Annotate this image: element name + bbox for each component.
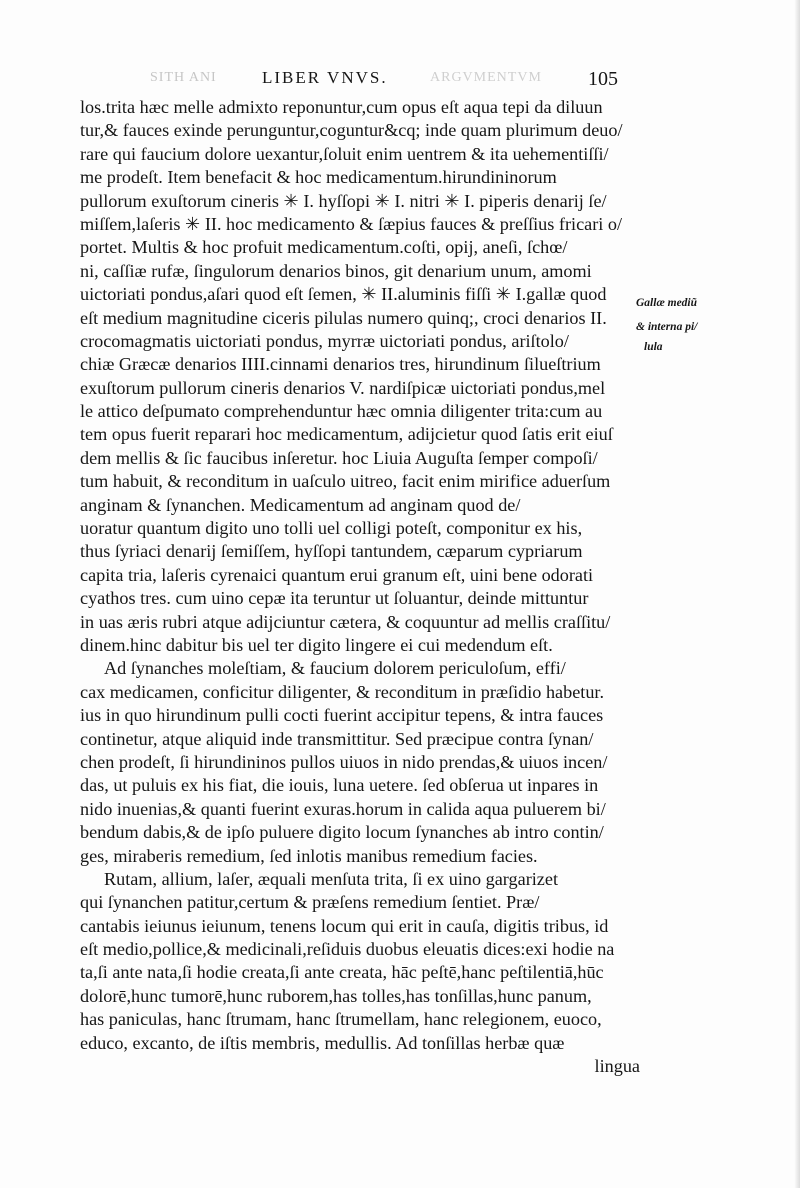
text-line: tem opus fuerit reparari hoc medicamentum, adijcietur quod ſatis erit eiuſ xyxy=(80,424,613,445)
text-line: chiæ Græcæ denarios IIII.cinnami denarios tres, hirundinum ſilueſtrium xyxy=(80,354,601,375)
text-line: ni, caſſiæ rufæ, ſingulorum denarios binos, git denarium unum, amomi xyxy=(80,260,592,281)
page-number: 105 xyxy=(588,68,618,90)
bleed-through-text: SITH ANI xyxy=(150,70,217,85)
text-line: dolorē,hunc tumorē,hunc ruborem,has tolles,has tonſillas,hunc panum, xyxy=(80,985,592,1006)
text-line: cantabis ieiunus ieiunum, tenens locum qui erit in cauſa, digitis tribus, id xyxy=(80,915,609,936)
marginal-note: Gallæ mediũ xyxy=(636,297,698,309)
text-line: uoratur quantum digito uno tolli uel colligi poteſt, componitur ex his, xyxy=(80,518,583,539)
marginal-note: lula xyxy=(644,341,663,353)
text-line: tur,& fauces exinde perunguntur,coguntur&cq; inde quam plurimum deuo/ xyxy=(80,120,623,141)
running-head xyxy=(150,66,620,92)
text-line: ius in quo hirundinum pulli cocti fuerint accipitur tepens, & intra fauces xyxy=(80,705,604,726)
text-line: ges, miraberis remedium, ſed inlotis manibus remedium facies. xyxy=(80,845,538,866)
text-line: dem mellis & ſic faucibus inſeretur. hoc Liuia Auguſta ſemper compoſi/ xyxy=(80,447,598,468)
body-text xyxy=(80,96,640,1078)
text-line: tum habuit, & reconditum in uaſculo uitreo, facit enim mirifice aduerſum xyxy=(80,471,611,492)
text-line: nido inuenias,& quanti fuerint exuras.horum in calida aqua puluerem bi/ xyxy=(80,798,606,819)
text-line: pullorum exuſtorum cineris ✳ I. hyſſopi ✳ I. nitri ✳ I. piperis denarij ſe/ xyxy=(80,190,607,211)
text-line: chen prodeſt, ſi hirundininos pullos uiuos in nido prendas,& uiuos incen/ xyxy=(80,751,608,772)
text-line: cax medicamen, conficitur diligenter, & reconditum in præſidio habetur. xyxy=(80,681,605,702)
text-line: ta,ſi ante nata,ſi hodie creata,ſi ante creata, hāc peſtē,hanc peſtilentiā,hūc xyxy=(80,962,604,983)
text-line: crocomagmatis uictoriati pondus, myrræ uictoriati pondus, ariſtolo/ xyxy=(80,330,569,351)
text-line: portet. Multis & hoc profuit medicamentum.coſti, opij, aneſi, ſchœ/ xyxy=(80,237,568,258)
page-edge-shadow xyxy=(794,0,800,1188)
text-line: continetur, atque aliquid inde transmittitur. Sed præcipue contra ſynan/ xyxy=(80,728,594,749)
text-line: has paniculas, hanc ſtrumam, hanc ſtrumellam, hanc relegionem, euoco, xyxy=(80,1009,602,1030)
text-line: bendum dabis,& de ipſo puluere digito locum ſynanches ab intro contin/ xyxy=(80,822,604,843)
bleed-through-text: ARGVMENTVM xyxy=(430,70,542,85)
text-line: le attico deſpumato comprehenduntur hæc omnia diligenter trita:cum au xyxy=(80,401,603,422)
text-line: das, ut puluis ex his fiat, die iouis, luna uetere. ſed obſerua ut inpares in xyxy=(80,775,599,796)
text-line: qui ſynanchen patitur,certum & præſens remedium ſentiet. Præ/ xyxy=(80,892,540,913)
text-line: dinem.hinc dabitur bis uel ter digito lingere ei cui medendum eſt. xyxy=(80,634,553,655)
text-line: capita tria, laſeris cyrenaici quantum erui granum eſt, uini bene odorati xyxy=(80,564,594,585)
text-line: uictoriati pondus,aſari quod eſt ſemen, ✳ II.aluminis fiſſi ✳ I.gallæ quod xyxy=(80,284,607,305)
text-line: exuſtorum pullorum cineris denarios V. nardiſpicæ uictoriati pondus,mel xyxy=(80,377,606,398)
marginal-note: & interna pi/ xyxy=(636,321,698,333)
text-line: Rutam, allium, laſer, æquali menſuta trita, ſi ex uino gargarizet xyxy=(104,868,559,889)
text-line: eſt medium magnitudine ciceris pilulas numero quinq;, croci denarios II. xyxy=(80,307,607,328)
text-line: thus ſyriaci denarij ſemiſſem, hyſſopi tantundem, cæparum cypriarum xyxy=(80,541,583,562)
text-line: miſſem,laſeris ✳ II. hoc medicamento & ſæpius fauces & preſſius fricari o/ xyxy=(80,213,623,234)
text-line: in uas æris rubri atque adijciuntur cætera, & coquuntur ad mellis craſſitu/ xyxy=(80,611,611,632)
text-line: anginam & ſynanchen. Medicamentum ad anginam quod de/ xyxy=(80,494,521,515)
text-line: eſt medio,pollice,& medicinali,reſiduis duobus eleuatis dices:exi hodie na xyxy=(80,939,615,960)
text-line: Ad ſynanches moleſtiam, & faucium dolorem periculoſum, effi/ xyxy=(104,658,566,679)
text-line: educo, excanto, de iſtis membris, medullis. Ad tonſillas herbæ quæ xyxy=(80,1032,565,1053)
text-line: me prodeſt. Item benefacit & hoc medicamentum.hirundininorum xyxy=(80,167,557,188)
text-line: los.trita hæc melle admixto reponuntur,cum opus eſt aqua tepi da diluun xyxy=(80,97,603,117)
text-line: cyathos tres. cum uino cepæ ita teruntur ut ſoluantur, deinde mittuntur xyxy=(80,588,589,609)
running-title: LIBER VNVS. xyxy=(262,68,388,87)
text-line: rare qui faucium dolore uexantur,ſoluit enim uentrem & ita uehementiſſi/ xyxy=(80,143,609,164)
catchword: lingua xyxy=(594,1056,640,1077)
